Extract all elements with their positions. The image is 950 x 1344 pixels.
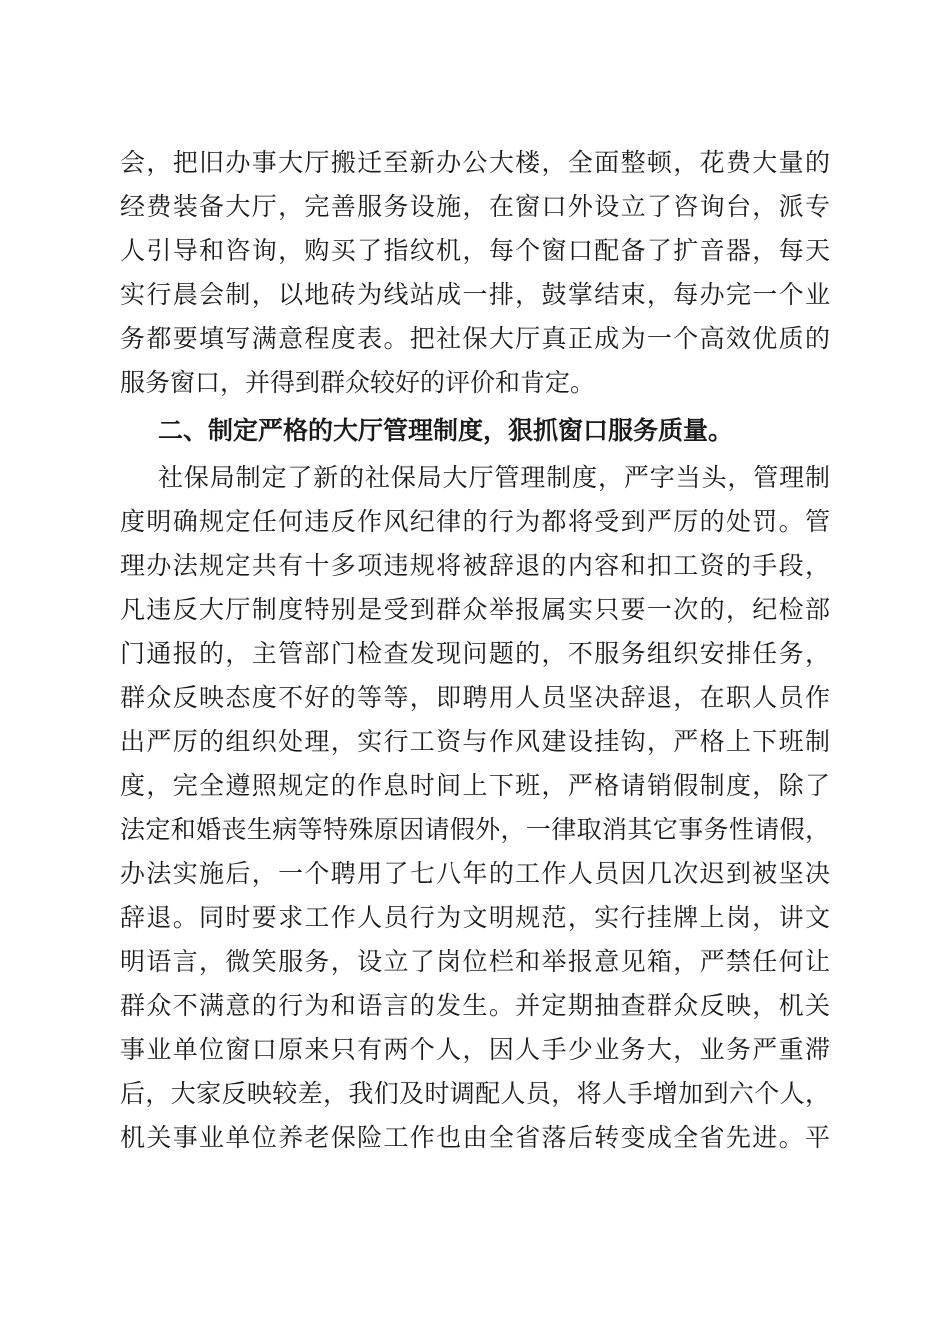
paragraph-line: 人引导和咨询，购买了指纹机，每个窗口配备了扩音器，每天: [120, 236, 830, 265]
paragraph-line: 会，把旧办事大厅搬迁至新办公大楼，全面整顿，花费大量的: [120, 148, 830, 177]
paragraph-line: 门通报的，主管部门检查发现问题的，不服务组织安排任务，: [120, 639, 830, 668]
paragraph-line: 明语言，微笑服务，设立了岗位栏和举报意见箱，严禁任何让: [120, 947, 830, 976]
paragraph-line: 群众反映态度不好的等等，即聘用人员坚决辞退，在职人员作: [120, 683, 830, 712]
paragraph-line: 理办法规定共有十多项违规将被辞退的内容和扣工资的手段，: [120, 551, 830, 580]
paragraph-line: 出严厉的组织处理，实行工资与作风建设挂钩，严格上下班制: [120, 727, 830, 756]
paragraph-line: 务都要填写满意程度表。把社保大厅真正成为一个高效优质的: [120, 324, 830, 353]
paragraph-line: 机关事业单位养老保险工作也由全省落后转变成全省先进。平: [120, 1123, 830, 1152]
paragraph-line: 服务窗口，并得到群众较好的评价和肯定。: [120, 368, 596, 397]
paragraph-line: 群众不满意的行为和语言的发生。并定期抽查群众反映，机关: [120, 991, 830, 1020]
paragraph-line: 后，大家反映较差，我们及时调配人员，将人手增加到六个人，: [120, 1079, 830, 1108]
paragraph-line: 经费装备大厅，完善服务设施，在窗口外设立了咨询台，派专: [120, 192, 830, 221]
paragraph-line: 办法实施后，一个聘用了七八年的工作人员因几次迟到被坚决: [120, 859, 830, 888]
paragraph-line: 度明确规定任何违反作风纪律的行为都将受到严厉的处罚。管: [120, 507, 830, 536]
paragraph-line: 法定和婚丧生病等特殊原因请假外，一律取消其它事务性请假，: [120, 815, 830, 844]
paragraph-line: 度，完全遵照规定的作息时间上下班，严格请销假制度，除了: [120, 771, 830, 800]
paragraph-line: 凡违反大厅制度特别是受到群众举报属实只要一次的，纪检部: [120, 595, 830, 624]
paragraph-line: 事业单位窗口原来只有两个人，因人手少业务大，业务严重滞: [120, 1035, 830, 1064]
paragraph-line: 社保局制定了新的社保局大厅管理制度，严字当头，管理制: [158, 463, 830, 492]
section-heading: 二、制定严格的大厅管理制度，狠抓窗口服务质量。: [158, 416, 734, 445]
paragraph-line: 辞退。同时要求工作人员行为文明规范，实行挂牌上岗，讲文: [120, 903, 830, 932]
paragraph-line: 实行晨会制，以地砖为线站成一排，鼓掌结束，每办完一个业: [120, 280, 830, 309]
